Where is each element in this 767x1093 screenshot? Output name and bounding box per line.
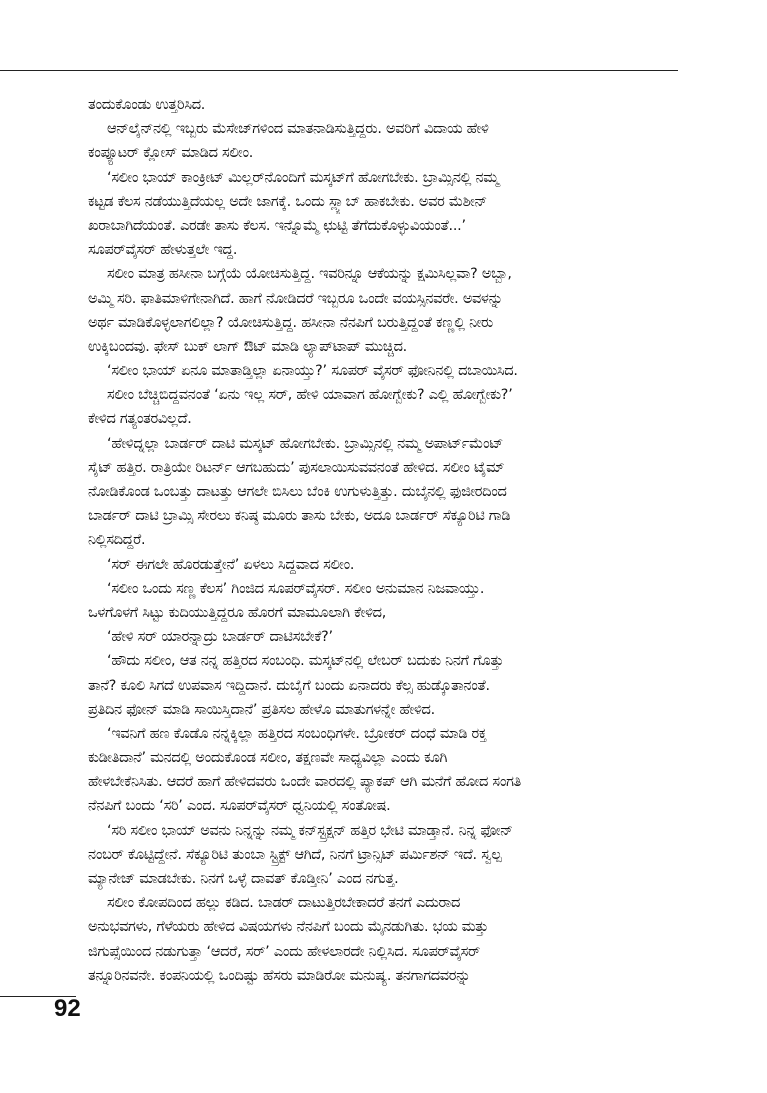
- page-number: 92: [54, 995, 81, 1022]
- text-line: ಕೇಳಿದ ಗತ್ಯಂತರವಿಲ್ಲದೆ.: [88, 411, 192, 428]
- text-line: ‘ಸಲೀಂ ಭಾಯ್ ಏನೂ ಮಾತಾಡ್ತಿಲ್ಲಾ ಏನಾಯ್ತು?’ ಸೂಪರ್ ವೈಸರ್ ಫೋನಿನಲ್ಲಿ ದಬಾಯಿಸಿದ.: [107, 363, 518, 380]
- text-line: ತಂದುಕೊಂಡು ಉತ್ತರಿಸಿದ.: [88, 97, 206, 113]
- text-line: ತನ್ನೂರಿನವನೇ. ಕಂಪನಿಯಲ್ಲಿ ಒಂದಿಷ್ಟು ಹೆಸರು ಮಾಡಿರೋ ಮನುಷ್ಯ. ತನಗಾಗದವರನ್ನು: [88, 967, 471, 984]
- text-line: ನೋಡಿಕೊಂಡ ಒಂಬತ್ತು ದಾಟತ್ತು ಆಗಲೇ ಬಿಸಿಲು ಬೆಂಕಿ ಉಗುಳುತ್ತಿತ್ತು. ದುಬೈನಲ್ಲಿ ಫುಜೀರದಿಂದ: [88, 484, 507, 500]
- text-line: ‘ಸಲೀಂ ಭಾಯ್ ಕಾಂಕ್ರೀಟ್ ಮಿಲ್ಲರ್‌ನೊಂದಿಗೆ ಮಸ್ಕಟ್‌ಗೆ ಹೋಗಬೇಕು. ಬ್ರಾಮ್ಸಿನಲ್ಲಿ ನಮ್ಮ: [107, 169, 499, 186]
- text-line: ಕುಡೀತಿದಾನೆ’ ಮನದಲ್ಲಿ ಅಂದುಕೊಂಡ ಸಲೀಂ, ತಕ್ಷಣವೇ ಸಾಧ್ಯವಿಲ್ಲಾ ಎಂದು ಕೂಗಿ: [88, 750, 448, 767]
- text-line: ‘ಇವನಿಗೆ ಹಣ ಕೊಡೊ ನನ್ನಕ್ಕಿಲ್ಲಾ ಹತ್ತಿರದ ಸಂಬಂಧಿಗಳೇ. ಬ್ರೋಕರ್ ದಂಧೆ ಮಾಡಿ ರಕ್ತ: [107, 725, 487, 742]
- text-line: ಅರ್ಥ ಮಾಡಿಕೊಳ್ಳಲಾಗಲಿಲ್ಲಾ? ಯೋಚಿಸುತ್ತಿದ್ದ. ಹಸೀನಾ ನೆನಪಿಗೆ ಬರುತ್ತಿದ್ದಂತೆ ಕಣ್ಣಲ್ಲಿ ನೀರು: [88, 314, 493, 331]
- text-line: ಸಲೀಂ ಕೋಪದಿಂದ ಹಲ್ಲು ಕಡಿದ. ಬಾಡರ್ ದಾಟುತ್ತಿರಬೇಕಾದರೆ ತನಗೆ ಎದುರಾದ: [107, 895, 460, 912]
- text-line: ನಿಲ್ಲಿಸದಿದ್ದರೆ.: [88, 532, 146, 549]
- text-line: ಸಲೀಂ ಬೆಚ್ಚಿಬಿದ್ದವನಂತೆ ‘ಏನು ಇಲ್ಲ ಸರ್, ಹೇಳಿ ಯಾವಾಗ ಹೋಗ್ಬೇಕು? ಎಲ್ಲಿ ಹೋಗ್ಬೇಕು?’: [107, 387, 513, 404]
- text-line: ಸಲೀಂ ಮಾತ್ರ ಹಸೀನಾ ಬಗ್ಗೆಯೆ ಯೋಚಿಸುತ್ತಿದ್ದ. ಇವರಿನ್ನೂ ಆಕೆಯನ್ನು ಕ್ಷಮಿಸಿಲ್ಲವಾ? ಅಬ್ಬಾ,: [107, 266, 512, 283]
- text-line: ಹೇಳಬೇಕೆನಿಸಿತು. ಆದರೆ ಹಾಗೆ ಹೇಳಿದವರು ಒಂದೇ ವಾರದಲ್ಲಿ ಪ್ಯಾಕಪ್ ಆಗಿ ಮನೆಗೆ ಹೋದ ಸಂಗತಿ: [88, 774, 522, 791]
- text-line: ಕಂಪ್ಯೂಟರ್ ಕ್ಲೋಸ್ ಮಾಡಿದ ಸಲೀಂ.: [88, 145, 254, 162]
- text-line: ಸೂಪರ್‌ವೈಸರ್ ಹೇಳುತ್ತಲೇ ಇದ್ದ.: [88, 242, 238, 259]
- page-body: [88, 93, 688, 988]
- top-rule: [0, 70, 678, 71]
- text-line: ‘ಸರಿ ಸಲೀಂ ಭಾಯ್ ಅವನು ನಿನ್ನನ್ನು ನಮ್ಮ ಕನ್‌ಸ್ಟ್ರಕ್ಷನ್ ಹತ್ತಿರ ಭೇಟಿ ಮಾಡ್ತಾನೆ. ನಿನ್ನ ಫೋನ್: [107, 822, 513, 839]
- text-line: ನೆನಪಿಗೆ ಬಂದು ‘ಸರಿ’ ಎಂದ. ಸೂಪರ್‌ವೈಸರ್ ಧ್ವನಿಯಲ್ಲಿ ಸಂತೋಷ.: [88, 798, 391, 815]
- text-line: ಖರಾಬಾಗಿದೆಯಂತೆ. ಎರಡೇ ತಾಸು ಕೆಲಸ. ಇನ್ನೊಮ್ಮೆ ಛುಟ್ಟಿ ತೆಗೆದುಕೊಳ್ಳುವಿಯಂತೆ...’: [88, 217, 466, 234]
- text-line: ‘ಸರ್ ಈಗಲೇ ಹೊರಡುತ್ತೇನೆ’ ಏಳಲು ಸಿದ್ದವಾದ ಸಲೀಂ.: [107, 556, 355, 573]
- text-line: ಒಳಗೊಳಗೆ ಸಿಟ್ಟು ಕುದಿಯುತ್ತಿದ್ದರೂ ಹೊರಗೆ ಮಾಮೂಲಾಗಿ ಕೇಳಿದ,: [88, 604, 387, 621]
- text-line: ತಾನೆ? ಕೂಲಿ ಸಿಗದೆ ಉಪವಾಸ ಇದ್ದಿದಾನೆ. ದುಬೈಗೆ ಬಂದು ಏನಾದರು ಕೆಲ್ಸ ಹುಡ್ಕೊತಾನಂತೆ.: [88, 677, 490, 694]
- text-line: ಕಟ್ಟಡ ಕೆಲಸ ನಡೆಯುತ್ತಿದೆಯಲ್ಲ ಅದೇ ಜಾಗಕ್ಕೆ. ಒಂದು ಸ್ಲ್ಯಾಬ್ ಹಾಕಬೇಕು. ಅವರ ಮೆಶೀನ್: [88, 193, 487, 210]
- text-line: ‘ಹೌದು ಸಲೀಂ, ಆತ ನನ್ನ ಹತ್ತಿರದ ಸಂಬಂಧಿ. ಮಸ್ಕಟ್‌ನಲ್ಲಿ ಲೇಬರ್ ಬದುಕು ನಿನಗೆ ಗೊತ್ತು: [107, 653, 504, 670]
- text-line: ಆನ್‌ಲೈನ್‌ನಲ್ಲಿ ಇಬ್ಬರು ಮೆಸೇಜ್‌ಗಳಿಂದ ಮಾತನಾಡಿಸುತ್ತಿದ್ದರು. ಅವರಿಗೆ ವಿದಾಯ ಹೇಳಿ: [107, 121, 489, 138]
- text-line: ಬಾರ್ಡರ್ ದಾಟಿ ಬ್ರಾಮ್ಸಿ ಸೇರಲು ಕನಿಷ್ಠ ಮೂರು ತಾಸು ಬೇಕು, ಅದೂ ಬಾರ್ಡರ್ ಸೆಕ್ಯೂರಿಟಿ ಗಾಡಿ: [88, 508, 511, 525]
- text-line: ಜಿಗುಪ್ಸೆಯಿಂದ ನಡುಗುತ್ತಾ ‘ಆದರೆ, ಸರ್’ ಎಂದು ಹೇಳಲಾರದೇ ನಿಲ್ಲಿಸಿದ. ಸೂಪರ್‌ವೈಸರ್: [88, 943, 480, 960]
- text-line: ಮ್ಯಾನೇಜ್ ಮಾಡಬೇಕು. ನಿನಗೆ ಒಳ್ಳೆ ದಾವತ್ ಕೊಡ್ತೀನಿ’ ಎಂದ ನಗುತ್ತ.: [88, 871, 399, 887]
- text-line: ಪ್ರತಿದಿನ ಫೋನ್ ಮಾಡಿ ಸಾಯಿಸ್ತಿದಾನೆ’ ಪ್ರತಿಸಲ ಹೇಳೊ ಮಾತುಗಳನ್ನೇ ಹೇಳಿದ.: [88, 701, 435, 718]
- text-line: ‘ಹೇಳಿ ಸರ್ ಯಾರನ್ನಾದ್ರು ಬಾರ್ಡರ್ ದಾಟಿಸಬೇಕೆ?’: [107, 629, 333, 646]
- text-line: ‘ಸಲೀಂ ಒಂದು ಸಣ್ಣ ಕೆಲಸ’ ಗಿಂಜಿದ ಸೂಪರ್‌ವೈಸರ್. ಸಲೀಂ ಅನುಮಾನ ನಿಜವಾಯ್ತು.: [107, 580, 485, 597]
- text-line: ಉಕ್ಕಿಬಂದವು. ಫೇಸ್ ಬುಕ್ ಲಾಗ್ ಔಟ್ ಮಾಡಿ ಲ್ಯಾಪ್‌ಟಾಪ್ ಮುಚ್ಚಿದ.: [88, 338, 408, 355]
- text-line: ‘ಹೇಳಿದ್ನಲ್ಲಾ ಬಾರ್ಡರ್ ದಾಟಿ ಮಸ್ಕಟ್ ಹೋಗಬೇಕು. ಬ್ರಾಮ್ಸಿನಲ್ಲಿ ನಮ್ಮ ಅಪಾರ್ಟ್‌ಮೆಂಟ್: [107, 435, 504, 452]
- text-line: ಸೈಟ್ ಹತ್ತಿರ. ರಾತ್ರಿಯೇ ರಿಟರ್ನ್ ಆಗಬಹುದು’ ಪುಸಲಾಯಿಸುವವನಂತೆ ಹೇಳಿದ. ಸಲೀಂ ಟೈಮ್: [88, 459, 505, 476]
- text-line: ಅಮ್ಮಿ ಸರಿ. ಫಾತಿಮಾಳಿಗೇನಾಗಿದೆ. ಹಾಗೆ ನೋಡಿದರೆ ಇಬ್ಬರೂ ಒಂದೇ ವಯಸ್ಸಿನವರೇ. ಅವಳನ್ನು: [88, 290, 503, 307]
- text-line: ನಂಬರ್ ಕೊಟ್ಟಿದ್ದೇನೆ. ಸೆಕ್ಯೂರಿಟಿ ತುಂಬಾ ಸ್ಟ್ರಿಕ್ಟ್ ಆಗಿದೆ, ನಿನಗೆ ಟ್ರಾನ್ಸಿಟ್ ಪರ್ಮಿಶನ್ ಇದೆ. ಸ್ವಲ್ಪ: [88, 846, 502, 863]
- text-line: ಅನುಭವಗಳು, ಗೆಳೆಯರು ಹೇಳಿದ ವಿಷಯಗಳು ನೆನಪಿಗೆ ಬಂದು ಮೈನಡುಗಿತು. ಭಯ ಮತ್ತು: [88, 919, 489, 936]
